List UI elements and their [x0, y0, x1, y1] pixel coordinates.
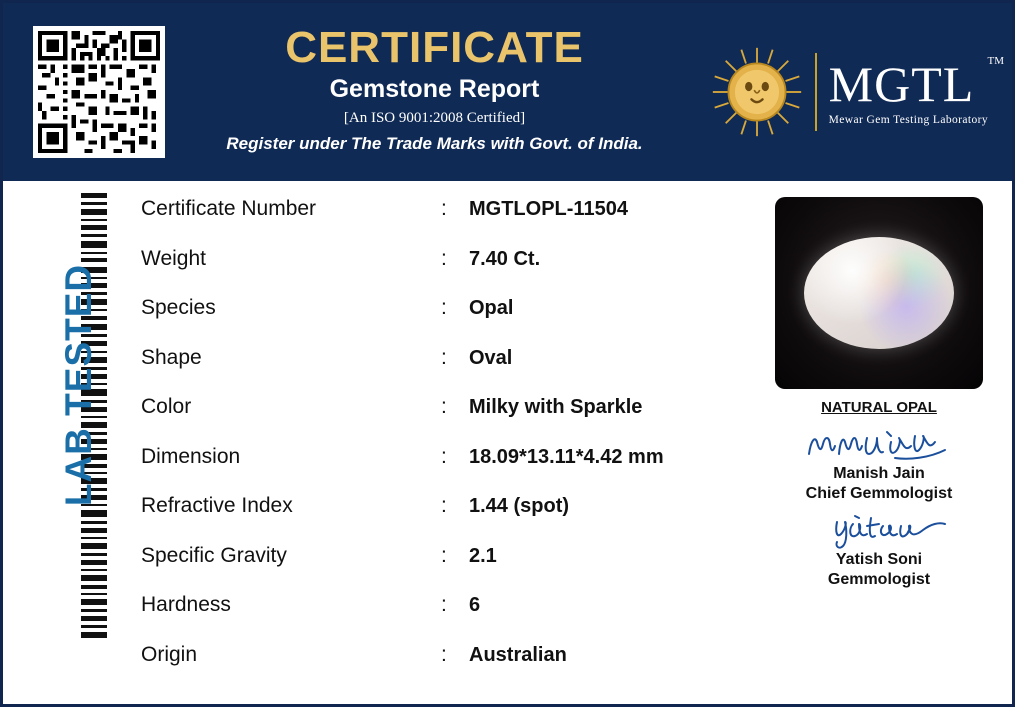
field-label: Dimension [141, 444, 241, 468]
logo-text-block [828, 54, 1004, 126]
field-label: Color [141, 395, 192, 418]
field-value: 7.40 Ct. [469, 247, 541, 270]
lab-tested-strip [39, 189, 109, 659]
table-row [141, 544, 741, 594]
qr-code-icon [33, 26, 165, 158]
table-row [141, 346, 741, 396]
lab-full-name: Mewar Gem Testing Laboratory [828, 113, 988, 126]
trademark-registration-note: Register under The Trade Marks with Govt. of India. [226, 134, 643, 154]
table-row [141, 395, 741, 445]
field-separator: : [441, 642, 447, 666]
logo-divider [815, 53, 817, 131]
field-label: Hardness [141, 593, 231, 616]
certificate-body [3, 181, 1012, 704]
certificate-title: CERTIFICATE [285, 23, 584, 73]
field-label: Certificate Number [141, 197, 317, 220]
field-separator: : [441, 593, 447, 616]
field-separator: : [441, 296, 447, 319]
certificate-header [3, 3, 1012, 181]
handwritten-signature-icon [799, 424, 959, 464]
field-value: Opal [469, 297, 514, 319]
field-value: Milky with Sparkle [469, 396, 643, 418]
specimen-caption: NATURAL OPAL [821, 399, 937, 416]
field-value: 18.09*13.11*4.42 mm [469, 445, 664, 468]
field-label: Shape [141, 345, 202, 369]
field-label: Refractive Index [141, 494, 293, 517]
signatory-name: Yatish Soni [835, 551, 923, 568]
field-separator: : [441, 197, 447, 220]
field-separator: : [441, 395, 447, 418]
field-label: Specific Gravity [141, 543, 287, 567]
field-label: Weight [141, 246, 206, 270]
table-row [141, 643, 741, 693]
header-titles [165, 25, 704, 154]
trademark-symbol: TM [987, 54, 1004, 67]
field-label: Origin [141, 642, 198, 666]
sun-face-emblem-icon [711, 46, 803, 138]
qr-code-svg [38, 31, 160, 153]
gem-details-table [141, 197, 741, 692]
signatory-name: Manish Jain [833, 465, 925, 482]
specimen-panel [768, 197, 990, 590]
field-label: Species [141, 296, 216, 319]
certificate-subtitle: Gemstone Report [329, 75, 540, 104]
table-row [141, 197, 741, 247]
table-row [141, 593, 741, 643]
table-row [141, 247, 741, 297]
signatory-title: Chief Gemmologist [805, 485, 953, 502]
table-row [141, 494, 741, 544]
signature-block-gemmologist [768, 512, 990, 590]
field-separator: : [441, 246, 447, 270]
logo-wordmark: MGTL [828, 55, 975, 112]
iso-statement: [An ISO 9001:2008 Certified] [343, 110, 526, 127]
table-row [141, 296, 741, 346]
field-value: MGTLOPL-11504 [469, 198, 628, 220]
gemstone-photo [775, 197, 983, 389]
field-value: Oval [469, 346, 513, 369]
field-value: 1.44 (spot) [469, 495, 570, 517]
table-row [141, 445, 741, 495]
lab-tested-label: LAB TESTED [58, 263, 99, 507]
field-separator: : [441, 543, 447, 567]
field-separator: : [441, 494, 447, 517]
field-value: 6 [469, 594, 481, 616]
opal-cabochon [804, 237, 954, 349]
field-separator: : [441, 345, 447, 369]
lab-logo [704, 46, 1004, 138]
field-value: 2.1 [469, 544, 497, 567]
field-separator: : [441, 444, 447, 468]
signatory-title: Gemmologist [827, 571, 931, 588]
handwritten-signature-icon [799, 512, 959, 550]
field-value: Australian [469, 643, 567, 666]
signature-block-chief [768, 424, 990, 504]
